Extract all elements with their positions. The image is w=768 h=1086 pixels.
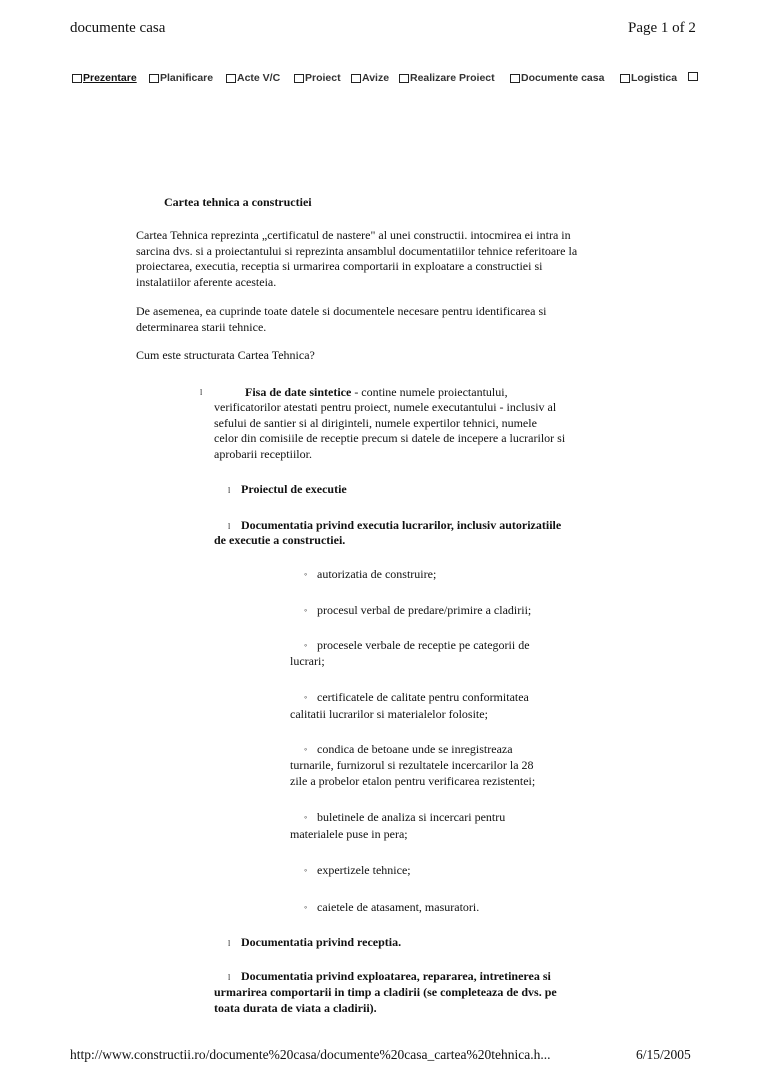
circle-bullet-icon: ◦ [304,744,308,754]
sub-list-item: procesul verbal de predare/primire a cladirii; [317,603,532,617]
nav-item-proiect[interactable]: Proiect [294,72,341,84]
circle-bullet-icon: ◦ [304,605,308,615]
footer-date: 6/15/2005 [636,1047,691,1062]
circle-bullet-icon: ◦ [304,865,308,875]
sub-list-item-continuation: calitatii lucrarilor si materialelor folosite; [290,707,488,721]
nav-item-planificare[interactable]: Planificare [149,72,213,84]
sub-list-item: condica de betoane unde se inregistreaza [317,742,513,756]
question-paragraph: Cum este structurata Cartea Tehnica? [136,348,315,362]
nav-item-avize[interactable]: Avize [351,72,389,84]
second-paragraph: De asemenea, ea cuprinde toate datele si documentele necesare pentru identificarea si determinarea starii tehnice. [136,304,547,334]
checkbox-icon [72,74,82,83]
sub-list-item: procesele verbale de receptie pe categorii de [317,638,530,652]
circle-bullet-icon: ◦ [304,692,308,702]
circle-bullet-icon: ◦ [304,569,308,579]
list-item-continuation: toata durata de viata a cladirii). [214,1001,377,1015]
bullet-icon: l [228,973,231,982]
page-number: Page 1 of 2 [628,20,696,36]
circle-bullet-icon: ◦ [304,640,308,650]
sub-list-item-continuation: materialele puse in pera; [290,827,408,841]
nav-item-overflow[interactable] [688,72,699,81]
checkbox-icon [351,74,361,83]
sub-list-item-continuation: lucrari; [290,654,325,668]
checkbox-icon [226,74,236,83]
nav-item-logistica[interactable]: Logistica [620,72,677,84]
page-title: Cartea tehnica a constructiei [164,195,312,209]
nav-item-documente-casa[interactable]: Documente casa [510,72,604,84]
intro-paragraph: Cartea Tehnica reprezinta „certificatul de nastere" al unei constructii. intocmirea ei intra in sarcina dvs. si a proiectantului si reprezinta ansamblul documentatiilor tehnice referitoare la proiectarea, executia, receptia si urmarirea comportarii in exploatare a constructiei si instalatiilor aferente acesteia. [136,228,578,289]
checkbox-icon [149,74,159,83]
bullet-icon: l [228,486,231,495]
nav-item-acte-vc[interactable]: Acte V/C [226,72,280,84]
sub-list-item: caietele de atasament, masuratori. [317,900,480,914]
sub-list-item: buletinele de analiza si incercari pentru [317,810,506,824]
circle-bullet-icon: ◦ [304,902,308,912]
footer-url[interactable]: http://www.constructii.ro/documente%20casa/documente%20casa_cartea%20tehnica.h... [70,1047,551,1062]
checkbox-icon [510,74,520,83]
sub-list-item: certificatele de calitate pentru conformitatea [317,690,529,704]
list-item-continuation: verificatorilor atestati pentru proiect, numele executantului - inclusiv al sefului de santier si al diriginteli, numele expertilor tehnici, numele celor din comisiile de receptie precum si datele de incepere a lucrarilor si aprobarii receptiilor. [214,400,566,461]
nav-bar [72,72,702,86]
checkbox-icon [620,74,630,83]
circle-bullet-icon: ◦ [304,812,308,822]
checkbox-icon [399,74,409,83]
list-item: Proiectul de executie [241,482,347,496]
list-item: Documentatia privind exploatarea, repararea, intretinerea si [241,969,551,983]
bullet-icon: l [228,939,231,948]
sub-list-item: expertizele tehnice; [317,863,411,877]
sub-list-item-continuation: zile a probelor etalon pentru verificarea rezistentei; [290,774,536,788]
header-title: documente casa [70,20,166,36]
nav-item-realizare-proiect[interactable]: Realizare Proiect [399,72,495,84]
sub-list-item-continuation: turnarile, furnizorul si rezultatele incercarilor la 28 [290,758,534,772]
bullet-icon: l [200,388,203,397]
list-item: Documentatia privind executia lucrarilor, inclusiv autorizatiile [241,518,562,532]
bullet-icon: l [228,522,231,531]
list-item: Documentatia privind receptia. [241,935,402,949]
sub-list-item: autorizatia de construire; [317,567,437,581]
nav-item-prezentare[interactable]: Prezentare [72,72,137,84]
checkbox-icon [688,72,698,81]
list-item-continuation: de executie a constructiei. [214,533,346,547]
list-item-continuation: urmarirea comportarii in timp a cladirii (se completeaza de dvs. pe [214,985,557,999]
list-item: Fisa de date sintetice - contine numele proiectantului, [245,385,508,399]
checkbox-icon [294,74,304,83]
